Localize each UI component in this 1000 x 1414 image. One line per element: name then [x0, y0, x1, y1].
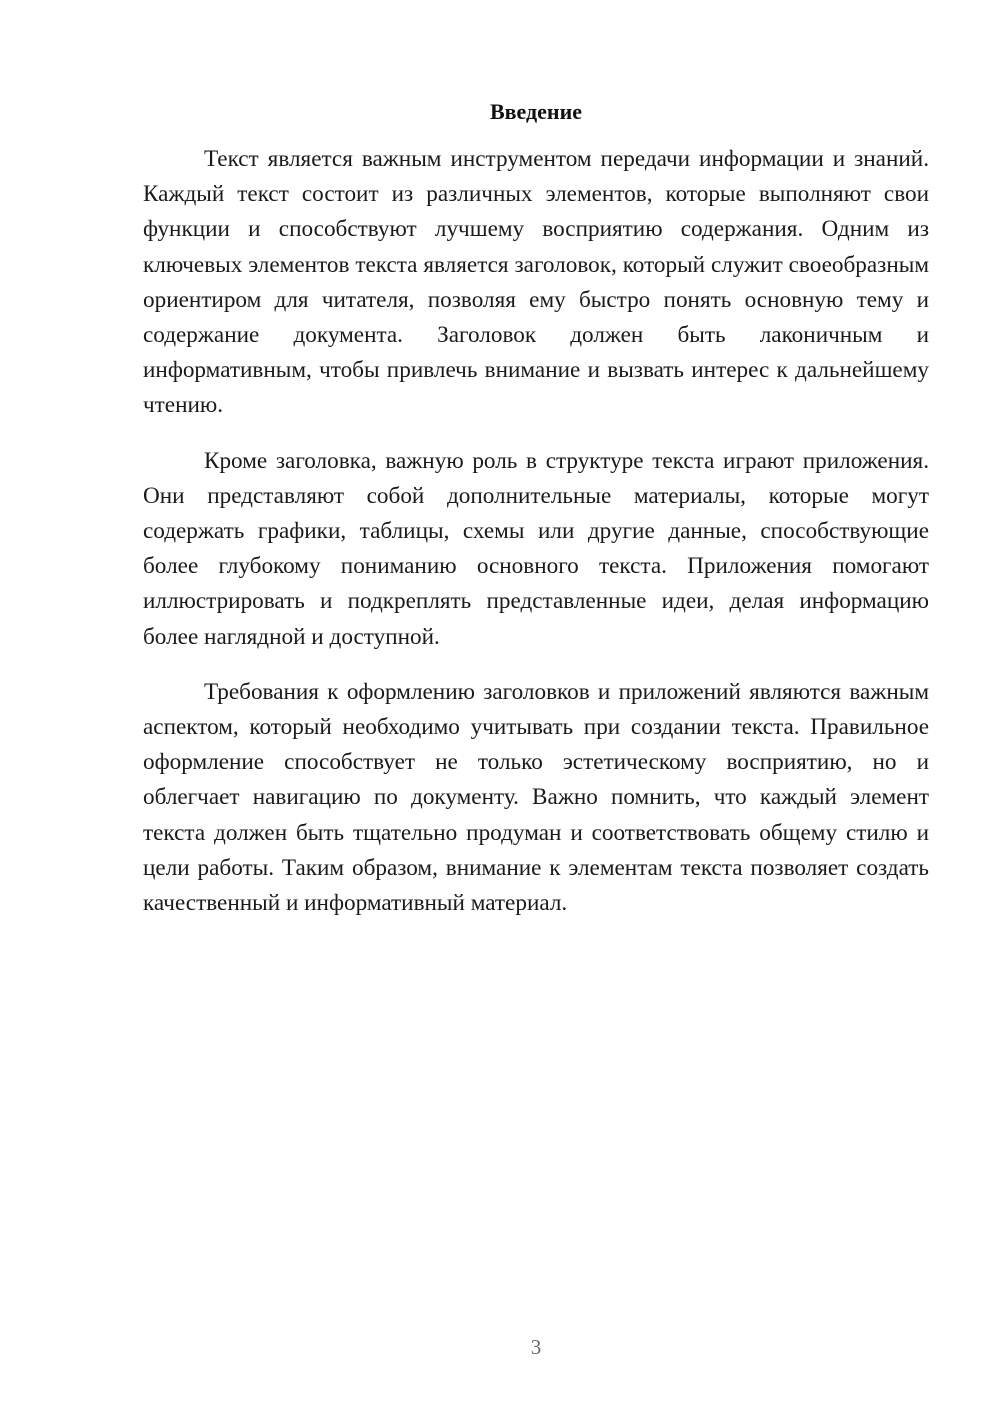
paragraph: Текст является важным инструментом передачи информации и знаний. Каждый текст состоит из различных элементов, которые выполняют свои функции и способствуют лучшему восприятию содержания. Одним из ключевых элементов текста является заголовок, который служит своеобразным ориентиром для читателя, позволяя ему быстро понять основную тему и содержание документа. Заголовок должен быть лаконичным и информативным, чтобы привлечь внимание и вызвать интерес к дальнейшему чтению. [143, 146, 929, 419]
section-heading: Введение [489, 99, 583, 124]
page-number: 3 [530, 1335, 542, 1359]
paragraph: Требования к оформлению заголовков и приложений являются важным аспектом, который необходимо учитывать при создании текста. Правильное оформление способствует не только эстетическому восприятию, но и облегчает навигацию по документу. Важно помнить, что каждый элемент текста должен быть тщательно продуман и соответствовать общему стилю и цели работы. Таким образом, внимание к элементам текста позволяет создать качественный и информативный материал. [143, 678, 929, 917]
document-body [143, 96, 929, 941]
paragraph: Кроме заголовка, важную роль в структуре текста играют приложения. Они представляют собой дополнительные материалы, которые могут содержать графики, таблицы, схемы или другие данные, способствующие более глубокому пониманию основного текста. Приложения помогают иллюстрировать и подкреплять представленные идеи, делая информацию более наглядной и доступной. [143, 447, 929, 650]
